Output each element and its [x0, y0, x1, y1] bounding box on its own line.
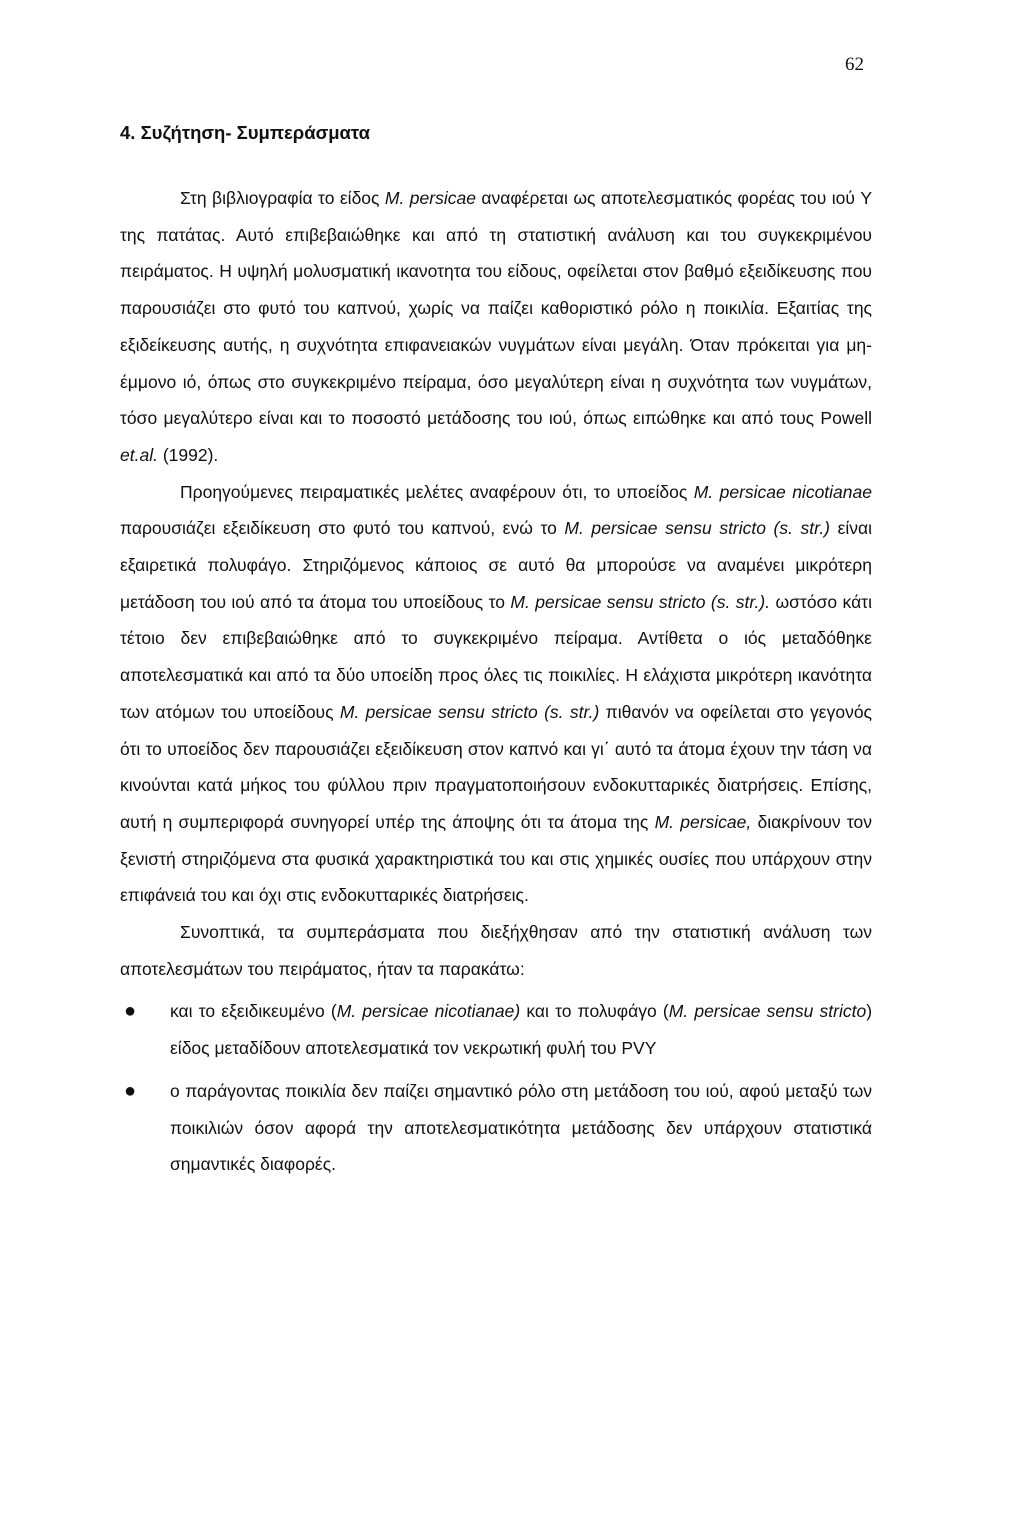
text-run: είναι εξαιρετικά πολυφάγο. Στηριζόμενος κάποιος σε αυτό θα μπορούσε να αναμένει μικρότερη μετάδοση του ιού από τα άτομα του υποείδους το: [120, 518, 873, 612]
list-item: [120, 993, 872, 1066]
text-run: και το πολυφάγο (: [520, 1001, 669, 1022]
text-run: Συνοπτικά, τα συμπεράσματα που διεξήχθησαν από την στατιστική ανάλυση των αποτελεσμάτων του πειράματος, ήταν τα παρακάτω:: [120, 922, 872, 979]
text-run: και το εξειδικευμένο (: [170, 1001, 337, 1022]
species-name: M. persicae sensu stricto (s. str.): [564, 518, 831, 539]
page-number: 62: [845, 54, 864, 75]
text-run: πιθανόν να οφείλεται στο γεγονός ότι το υποείδος δεν παρουσιάζει εξειδίκευση στον καπνό και γι΄ αυτό τα άτομα έχουν την τάση να κινούνται κατά μήκος του φύλλου πριν πραγματοποιήσουν ενδοκυτταρικές διατρήσεις. Επίσης, αυτή η συμπεριφορά συνηγορεί υπέρ της άποψης ότι τα άτομα της: [120, 701, 872, 832]
bullet-icon: ●: [124, 1079, 137, 1102]
document-body: [120, 118, 872, 1183]
paragraph-3: [120, 914, 872, 987]
species-name: M. persicae sensu stricto (s. str.).: [510, 591, 771, 612]
list-item: [120, 1073, 872, 1183]
species-name: M. persicae,: [654, 811, 752, 832]
bullet-icon: ●: [124, 1000, 137, 1023]
species-name: M. persicae sensu stricto: [668, 1001, 867, 1022]
text-run: Προηγούμενες πειραματικές μελέτες αναφέρουν ότι, το υποείδος: [180, 481, 694, 502]
paragraph-1: [120, 180, 872, 474]
text-run: (1992).: [157, 444, 219, 465]
text-run: ωστόσο κάτι τέτοιο δεν επιβεβαιώθηκε από το συγκεκριμένο πείραμα. Αντίθετα ο ιός μεταδόθηκε αποτελεσματικά και από τα δύο υποείδη προς όλες τις ποικιλίες. Η ελάχιστα μικρότερη ικανότητα των ατόμων του υποείδους: [120, 591, 872, 722]
conclusions-list: [120, 993, 872, 1183]
text-run: ) είδος μεταδίδουν αποτελεσματικά τον νεκρωτική φυλή του PVY: [170, 1001, 873, 1059]
text-run: αναφέρεται ως αποτελεσματικός φορέας του ιού Y της πατάτας. Αυτό επιβεβαιώθηκε και από τη στατιστική ανάλυση και του συγκεκριμένου πειράματος. Η υψηλή μολυσματική ικανοτητα του είδους, οφείλεται στον βαθμό εξειδίκευσης που παρουσιάζει στο φυτό του καπνού, χωρίς να παίζει καθοριστικό ρόλο η ποικιλία. Εξαιτίας της εξιδείκευσης αυτής, η συχνότητα επιφανειακών νυγμάτων είναι μεγάλη. Όταν πρόκειται για μη- έμμονο ιό, όπως στο συγκεκριμένο πείραμα, όσο μεγαλύτερη είναι η συχνότητα των νυγμάτων, τόσο μεγαλύτερο είναι και το ποσοστό μετάδοσης του ιού, όπως ειπώθηκε και από τους Powell: [120, 188, 872, 429]
section-heading: 4. Συζήτηση- Συμπεράσματα: [120, 122, 371, 143]
citation-etal: et.al.: [120, 444, 158, 465]
species-name: M. persicae nicotianae: [693, 481, 872, 502]
species-name: M. persicae: [384, 188, 476, 208]
text-run: παρουσιάζει εξειδίκευση στο φυτό του καπνού, ενώ το: [120, 518, 565, 539]
species-name: M. persicae nicotianae): [336, 1001, 521, 1022]
species-name: M. persicae sensu stricto (s. str.): [339, 701, 600, 722]
paragraph-2: [120, 474, 872, 914]
text-run: ο παράγοντας ποικιλία δεν παίζει σημαντικό ρόλο στη μετάδοση του ιού, αφού μεταξύ των ποικιλιών όσον αφορά την αποτελεσματικότητα μετάδοσης δεν υπάρχουν στατιστικά σημαντικές διαφορές.: [170, 1080, 872, 1175]
text-run: Στη βιβλιογραφία το είδος: [180, 188, 385, 208]
text-run: διακρίνουν τον ξενιστή στηριζόμενα στα φυσικά χαρακτηριστικά του και στις χημικές ουσίες που υπάρχουν στην επιφάνειά του και όχι στις ενδοκυτταρικές διατρήσεις.: [120, 811, 873, 906]
